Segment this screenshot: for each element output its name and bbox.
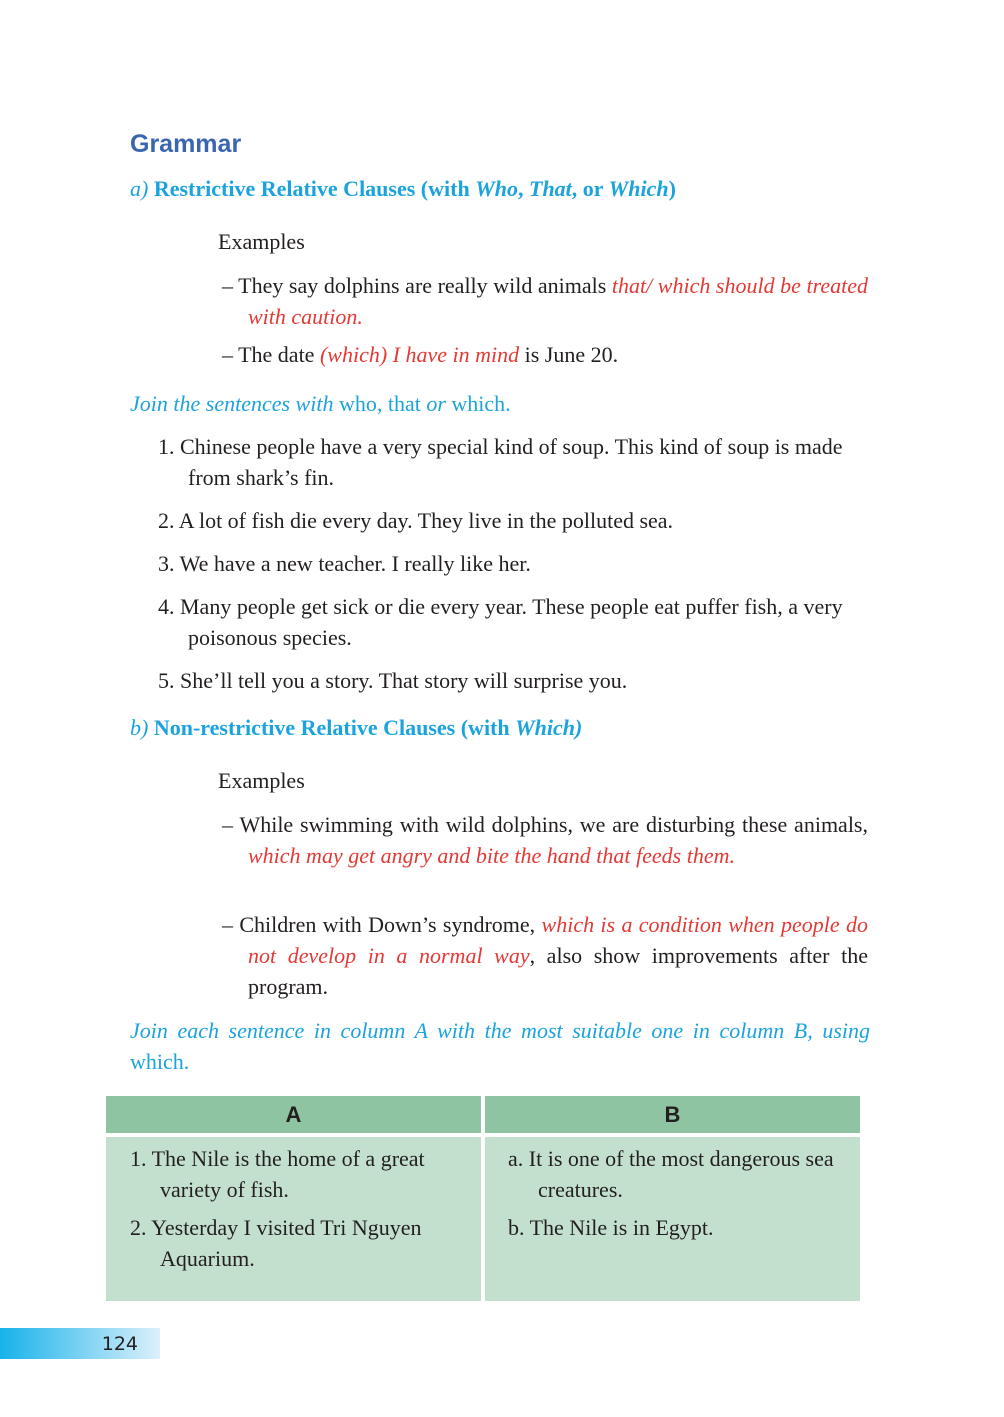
part-b-heading-text: Non-restrictive Relative Clauses (with (153, 715, 516, 740)
exercise-item: 2. A lot of fish die every day. They live in the polluted sea. (158, 508, 674, 533)
instruction-keyword: which. (130, 1049, 190, 1074)
instruction-text: Join the sentences with (130, 391, 339, 416)
example-text: – The date (222, 342, 320, 367)
exercise-instruction (130, 1015, 870, 1077)
examples-label: Examples (218, 229, 305, 254)
exercise-instruction (130, 388, 870, 419)
keyword-that: That (529, 176, 572, 201)
separator: , (518, 176, 529, 201)
part-a-heading (130, 176, 676, 202)
part-a-heading-text: Restrictive Relative Clauses (with (153, 176, 476, 201)
part-a-letter: a) (130, 176, 149, 201)
exercise-item: 3. We have a new teacher. I really like her. (158, 551, 531, 576)
example-item (222, 339, 868, 370)
column-a-header: A (106, 1096, 481, 1133)
example-highlight: which may get angry and bite the hand that feeds them. (248, 843, 735, 868)
example-text: – They say dolphins are really wild animals (222, 273, 612, 298)
example-highlight: which is a condition when people do not develop in a normal way (248, 912, 868, 968)
matching-table (106, 1096, 860, 1302)
part-b-letter: b) (130, 715, 149, 740)
exercise-item: 4. Many people get sick or die every year. These people eat puffer fish, a very poisonous species. (158, 594, 843, 650)
column-a-cell (106, 1137, 481, 1301)
page-number-bar (0, 1328, 160, 1359)
example-text: , also show improvements after the program. (248, 943, 868, 999)
instruction-text: Join each sentence in column A with the most suitable one in column B, using (130, 1018, 870, 1043)
column-a-item: 2. Yesterday I visited Tri Nguyen Aquarium. (130, 1215, 422, 1271)
example-text: is June 20. (519, 342, 619, 367)
column-a-item: 1. The Nile is the home of a great variety of fish. (130, 1146, 425, 1202)
column-b-cell (485, 1137, 860, 1301)
exercise-item: 5. She’ll tell you a story. That story will surprise you. (158, 668, 628, 693)
keyword-who: Who (475, 176, 518, 201)
instruction-keyword: who, that (338, 391, 427, 416)
example-text: – Children with Down’s syndrome, (222, 912, 542, 937)
column-b-item: a. It is one of the most dangerous sea creatures. (508, 1146, 834, 1202)
heading-close: ) (668, 176, 676, 201)
separator: , or (571, 176, 609, 201)
example-item (222, 809, 868, 871)
keyword-which: Which (608, 176, 669, 201)
instruction-keyword: which. (451, 391, 511, 416)
part-b-heading (130, 715, 582, 741)
column-b-item: b. The Nile is in Egypt. (508, 1215, 714, 1240)
example-item (222, 909, 868, 1002)
exercise-item: 1. Chinese people have a very special kind of soup. This kind of soup is made from shark’s fin. (158, 434, 843, 490)
example-highlight: (which) I have in mind (319, 342, 520, 367)
example-highlight: that/ which should be treated with caution. (248, 273, 868, 329)
page-number: 124 (101, 1333, 138, 1355)
instruction-text: or (426, 391, 452, 416)
example-text: – While swimming with wild dolphins, we are disturbing these animals, (222, 812, 868, 837)
example-item (222, 270, 868, 332)
column-b-header: B (485, 1096, 860, 1133)
section-title: Grammar (130, 130, 242, 158)
keyword-which: Which) (515, 715, 583, 740)
examples-label: Examples (218, 768, 305, 793)
